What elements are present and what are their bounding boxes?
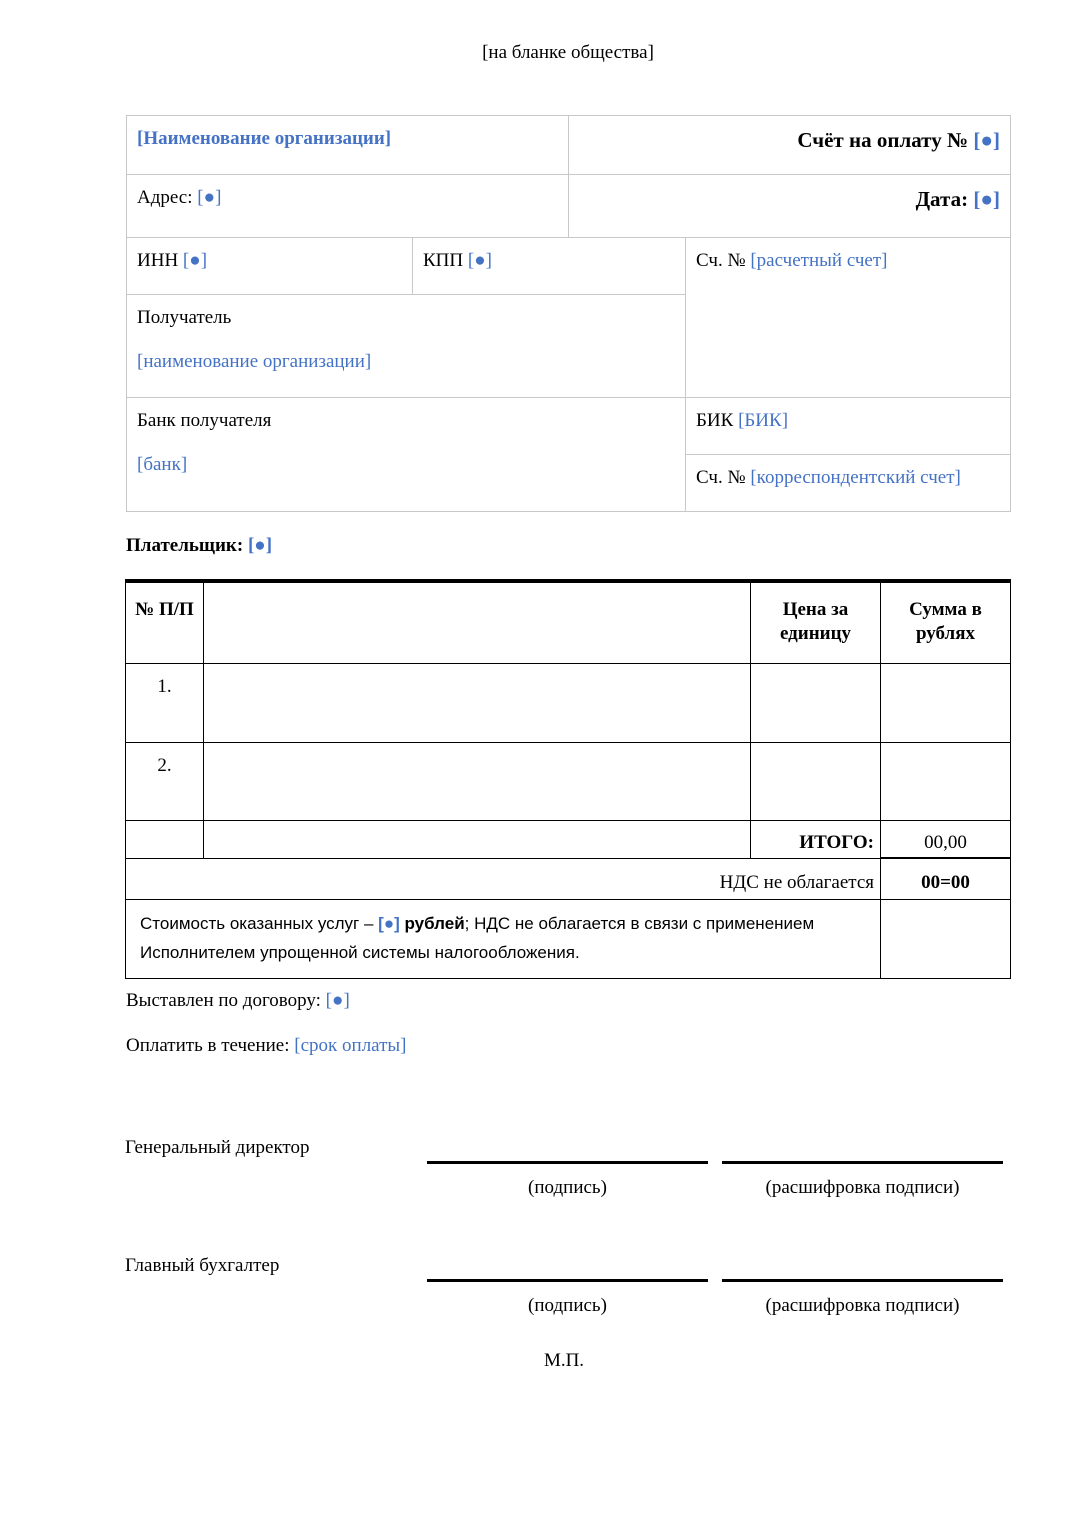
payment-term-value[interactable]: [срок оплаты] [294,1035,407,1056]
accountant-sign-caption: (подпись) [528,1295,607,1316]
bik-label: БИК [696,410,734,431]
requisites-table [126,115,1011,512]
address-value[interactable]: [●] [197,187,222,208]
inn-label: ИНН [137,250,179,271]
address-cell [126,174,569,238]
header-price-line2: единицу [779,623,852,644]
corr-account-cell [685,454,1011,512]
accountant-decode-line[interactable] [722,1279,1003,1282]
header-sum-line2: рублях [915,623,976,644]
recipient-cell [126,294,686,398]
bank-value[interactable]: [банк] [137,454,188,475]
bik-value[interactable]: [БИК] [738,410,789,431]
invoice-number[interactable]: [●] [973,128,1000,152]
row-1-num: 1. [125,663,204,743]
note-amount[interactable]: [●] [378,914,400,933]
director-sign-line[interactable] [427,1161,708,1164]
row-1-sum[interactable] [880,663,1011,743]
header-name [203,582,751,664]
vat-label: НДС не облагается [125,858,881,900]
org-name-cell [126,115,569,175]
bank-cell [126,397,686,512]
invoice-number-cell [568,115,1011,175]
account-value[interactable]: [расчетный счет] [750,250,888,271]
note-bold: рублей [399,914,465,933]
contract-line [126,990,350,1012]
director-decode-caption: (расшифровка подписи) [765,1177,960,1198]
corr-value[interactable]: [корреспондентский счет] [750,467,961,488]
row-2-num: 2. [125,742,204,821]
cost-note-line2: Исполнителем упрощенной системы налогообложения. [140,943,580,962]
director-role: Генеральный директор [125,1137,310,1158]
header-num: № П/П [125,582,204,664]
bik-cell [685,397,1011,455]
header-price-line1: Цена за [782,599,849,620]
payer-value[interactable]: [●] [247,535,273,556]
date-value[interactable]: [●] [973,187,1000,211]
inn-value[interactable]: [●] [182,250,208,271]
director-sign-caption: (подпись) [528,1177,607,1198]
header-note: [на бланке общества] [482,42,654,63]
payer-line [126,535,272,557]
director-decode-line[interactable] [722,1161,1003,1164]
address-label: Адрес: [137,187,193,208]
contract-label: Выставлен по договору: [126,990,321,1011]
total-value[interactable]: 00,00 [880,820,1011,859]
account-cell [685,237,1011,398]
total-row-name [203,820,751,859]
accountant-sign-line[interactable] [427,1279,708,1282]
kpp-value[interactable]: [●] [467,250,493,271]
inn-cell [126,237,413,295]
date-cell [568,174,1011,238]
header-price [750,582,881,664]
corr-label: Сч. № [696,467,746,488]
note-empty-cell [880,899,1011,979]
row-1-price[interactable] [750,663,881,743]
kpp-label: КПП [423,250,464,271]
date-label: Дата: [915,187,969,211]
row-1-name[interactable] [203,663,751,743]
row-2-sum[interactable] [880,742,1011,821]
total-row-num [125,820,204,859]
note-part2: ; НДС не облагается в связи с применением [464,914,815,933]
recipient-label: Получатель [137,307,232,328]
org-name[interactable]: [Наименование организации] [137,128,392,149]
cost-note [125,899,881,979]
invoice-label: Счёт на оплату № [797,128,969,152]
header-sum-line1: Сумма в [909,599,982,620]
kpp-cell [412,237,686,295]
bank-label: Банк получателя [137,410,272,431]
header-sum [880,582,1011,664]
row-2-name[interactable] [203,742,751,821]
cost-note-line1 [140,909,880,938]
contract-value[interactable]: [●] [325,990,350,1011]
note-part1: Стоимость оказанных услуг – [140,914,379,933]
total-label: ИТОГО: [750,820,881,859]
items-table [125,579,1011,979]
payment-term-line [126,1035,407,1057]
account-label: Сч. № [696,250,746,271]
payment-term-label: Оплатить в течение: [126,1035,290,1056]
vat-value[interactable]: 00=00 [880,858,1011,900]
stamp-place: М.П. [543,1350,585,1371]
accountant-role: Главный бухгалтер [125,1255,280,1276]
accountant-decode-caption: (расшифровка подписи) [765,1295,960,1316]
row-2-price[interactable] [750,742,881,821]
recipient-value[interactable]: [наименование организации] [137,351,372,372]
payer-label: Плательщик: [126,535,244,556]
